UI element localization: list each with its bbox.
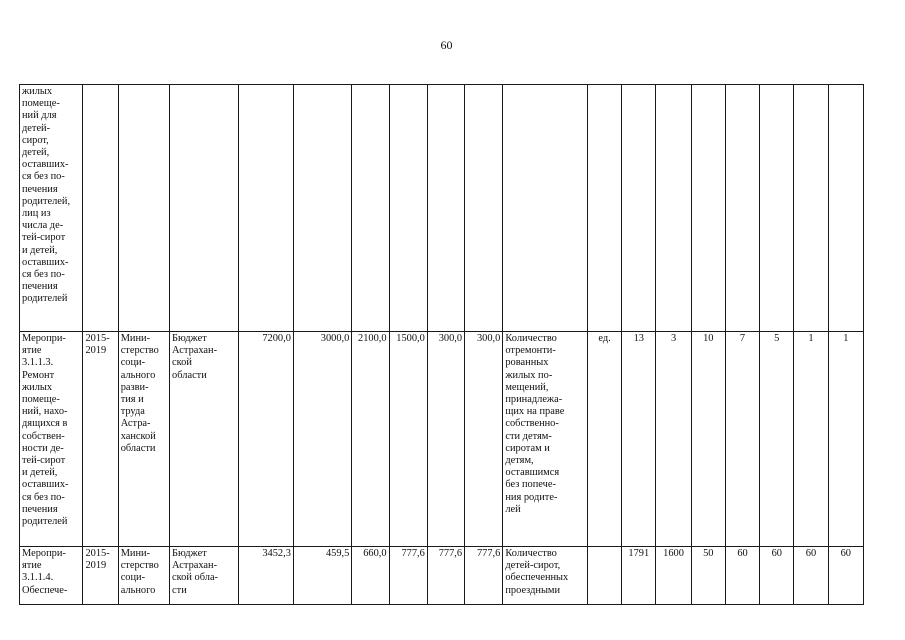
cell-funding-2017 bbox=[389, 85, 427, 332]
cell-funding-2018 bbox=[427, 85, 464, 332]
cell-indicator-2019: 1 bbox=[794, 332, 828, 547]
cell-funding-source: Бюджет Астрахан- ской обла- сти bbox=[170, 547, 238, 605]
cell-funding-2016 bbox=[352, 85, 389, 332]
cell-unit bbox=[587, 547, 621, 605]
cell-measure-name: Меропри- ятие 3.1.1.3. Ремонт жилых помеще- ний, нахо- дящихся в собствен- ности де- тей-сирот и детей, оставших- ся без по- печения родителей bbox=[20, 332, 83, 547]
cell-period bbox=[83, 85, 118, 332]
cell-indicator-name: Количество отремонти- рованных жилых по- мещений, принадлежа- щих на праве собственно- сти детям- сиротам и детям, оставшимся без попече- ния родите- лей bbox=[503, 332, 588, 547]
cell-unit bbox=[587, 85, 621, 332]
cell-funding-2019: 300,0 bbox=[465, 332, 503, 547]
cell-funding-2017: 777,6 bbox=[389, 547, 427, 605]
cell-funding-2018: 300,0 bbox=[427, 332, 464, 547]
cell-total-funding bbox=[238, 85, 293, 332]
cell-indicator-2017: 60 bbox=[725, 547, 759, 605]
cell-indicator-total bbox=[622, 85, 656, 332]
cell-indicator-2019 bbox=[794, 85, 828, 332]
cell-indicator-2016: 10 bbox=[691, 332, 725, 547]
cell-total-funding: 3452,3 bbox=[238, 547, 293, 605]
cell-measure-name: жилых помеще- ний для детей- сирот, детей, оставших- ся без по- печения родителей, лиц из числа де- тей-сирот и детей, оставших- ся без по- печения родителей bbox=[20, 85, 83, 332]
cell-indicator-2017: 7 bbox=[725, 332, 759, 547]
cell-funding-2018: 777,6 bbox=[427, 547, 464, 605]
cell-funding-2019: 777,6 bbox=[465, 547, 503, 605]
cell-indicator-2018: 60 bbox=[760, 547, 794, 605]
cell-indicator-extra: 1 bbox=[828, 332, 863, 547]
cell-funding-2015 bbox=[293, 85, 351, 332]
cell-indicator-2015: 1600 bbox=[656, 547, 691, 605]
cell-funding-source bbox=[170, 85, 238, 332]
cell-period: 2015- 2019 bbox=[83, 332, 118, 547]
cell-indicator-2016: 50 bbox=[691, 547, 725, 605]
cell-executor: Мини- стерство соци- ального bbox=[118, 547, 169, 605]
cell-indicator-2015: 3 bbox=[656, 332, 691, 547]
cell-period: 2015- 2019 bbox=[83, 547, 118, 605]
cell-indicator-name: Количество детей-сирот, обеспеченных проездными bbox=[503, 547, 588, 605]
page-number: 60 bbox=[440, 38, 453, 52]
program-table bbox=[19, 84, 864, 605]
cell-indicator-2019: 60 bbox=[794, 547, 828, 605]
cell-total-funding: 7200,0 bbox=[238, 332, 293, 547]
table-row bbox=[20, 547, 864, 605]
cell-funding-2015: 459,5 bbox=[293, 547, 351, 605]
cell-funding-2017: 1500,0 bbox=[389, 332, 427, 547]
cell-indicator-2017 bbox=[725, 85, 759, 332]
cell-measure-name: Меропри- ятие 3.1.1.4. Обеспече- bbox=[20, 547, 83, 605]
cell-indicator-name bbox=[503, 85, 588, 332]
cell-indicator-2018: 5 bbox=[760, 332, 794, 547]
cell-funding-source: Бюджет Астрахан- ской области bbox=[170, 332, 238, 547]
cell-indicator-extra: 60 bbox=[828, 547, 863, 605]
cell-indicator-2015 bbox=[656, 85, 691, 332]
cell-indicator-total: 1791 bbox=[622, 547, 656, 605]
table-row bbox=[20, 332, 864, 547]
cell-funding-2016: 660,0 bbox=[352, 547, 389, 605]
cell-indicator-2016 bbox=[691, 85, 725, 332]
cell-funding-2015: 3000,0 bbox=[293, 332, 351, 547]
cell-funding-2016: 2100,0 bbox=[352, 332, 389, 547]
cell-indicator-total: 13 bbox=[622, 332, 656, 547]
cell-unit: ед. bbox=[587, 332, 621, 547]
table-row bbox=[20, 85, 864, 332]
cell-indicator-2018 bbox=[760, 85, 794, 332]
cell-indicator-extra bbox=[828, 85, 863, 332]
cell-executor: Мини- стерство соци- ального разви- тия и труда Астра- ханской области bbox=[118, 332, 169, 547]
cell-executor bbox=[118, 85, 169, 332]
cell-funding-2019 bbox=[465, 85, 503, 332]
